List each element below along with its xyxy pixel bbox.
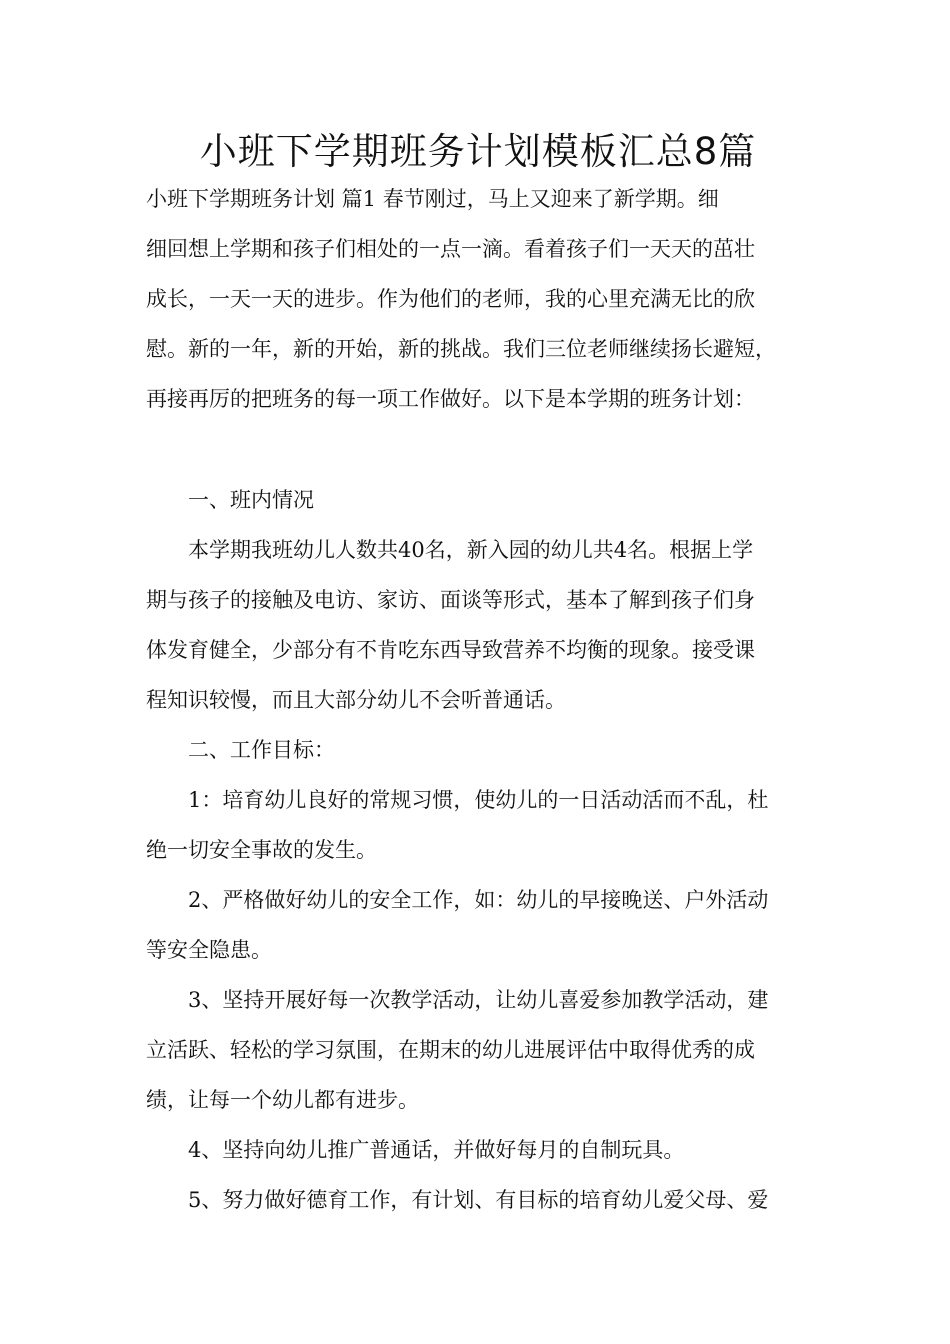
goal-item-5 — [146, 1175, 810, 1225]
text-line: 细回想上学期和孩子们相处的一点一滴。看着孩子们一天天的茁壮 — [146, 237, 755, 261]
text-line: 5、努力做好德育工作，有计划、有目标的培育幼儿爱父母、爱 — [188, 1188, 769, 1212]
goal-item-3 — [146, 975, 810, 1125]
goal-item-1 — [146, 775, 810, 875]
class-situation-paragraph — [146, 525, 810, 725]
text-line: 3、坚持开展好每一次教学活动，让幼儿喜爱参加教学活动，建 — [188, 988, 769, 1012]
text-line: 绩，让每一个幼儿都有进步。 — [146, 1088, 419, 1112]
section-heading-class-situation — [146, 475, 852, 525]
section-heading-work-goals — [146, 725, 852, 775]
text-line: 期与孩子的接触及电访、家访、面谈等形式，基本了解到孩子们身 — [146, 588, 755, 612]
heading-text: 二、工作目标： — [188, 738, 335, 762]
text-line: 小班下学期班务计划 篇1 春节刚过，马上又迎来了新学期。细 — [146, 187, 719, 211]
text-line: 立活跃、轻松的学习氛围，在期末的幼儿进展评估中取得优秀的成 — [146, 1038, 755, 1062]
text-line: 体发育健全，少部分有不肯吃东西导致营养不均衡的现象。接受课 — [146, 638, 755, 662]
text-line: 等安全隐患。 — [146, 938, 272, 962]
text-line: 再接再厉的把班务的每一项工作做好。以下是本学期的班务计划： — [146, 387, 755, 411]
heading-text: 一、班内情况 — [188, 488, 314, 512]
text-line: 绝一切安全事故的发生。 — [146, 838, 377, 862]
text-line: 1：培育幼儿良好的常规习惯，使幼儿的一日活动活而不乱，杜 — [188, 788, 769, 812]
goal-item-4 — [146, 1125, 810, 1175]
text-line: 程知识较慢，而且大部分幼儿不会听普通话。 — [146, 688, 566, 712]
goal-item-2 — [146, 875, 810, 975]
text-line: 慰。新的一年，新的开始，新的挑战。我们三位老师继续扬长避短， — [146, 337, 776, 361]
text-line: 4、坚持向幼儿推广普通话，并做好每月的自制玩具。 — [188, 1138, 685, 1162]
intro-paragraph — [146, 174, 810, 424]
text-line: 2、严格做好幼儿的安全工作，如：幼儿的早接晚送、户外活动 — [188, 888, 769, 912]
text-line: 成长，一天一天的进步。作为他们的老师，我的心里充满无比的欣 — [146, 287, 755, 311]
document-title: 小班下学期班务计划模板汇总8篇 — [199, 130, 757, 173]
text-line: 本学期我班幼儿人数共40名，新入园的幼儿共4名。根据上学 — [188, 538, 754, 562]
